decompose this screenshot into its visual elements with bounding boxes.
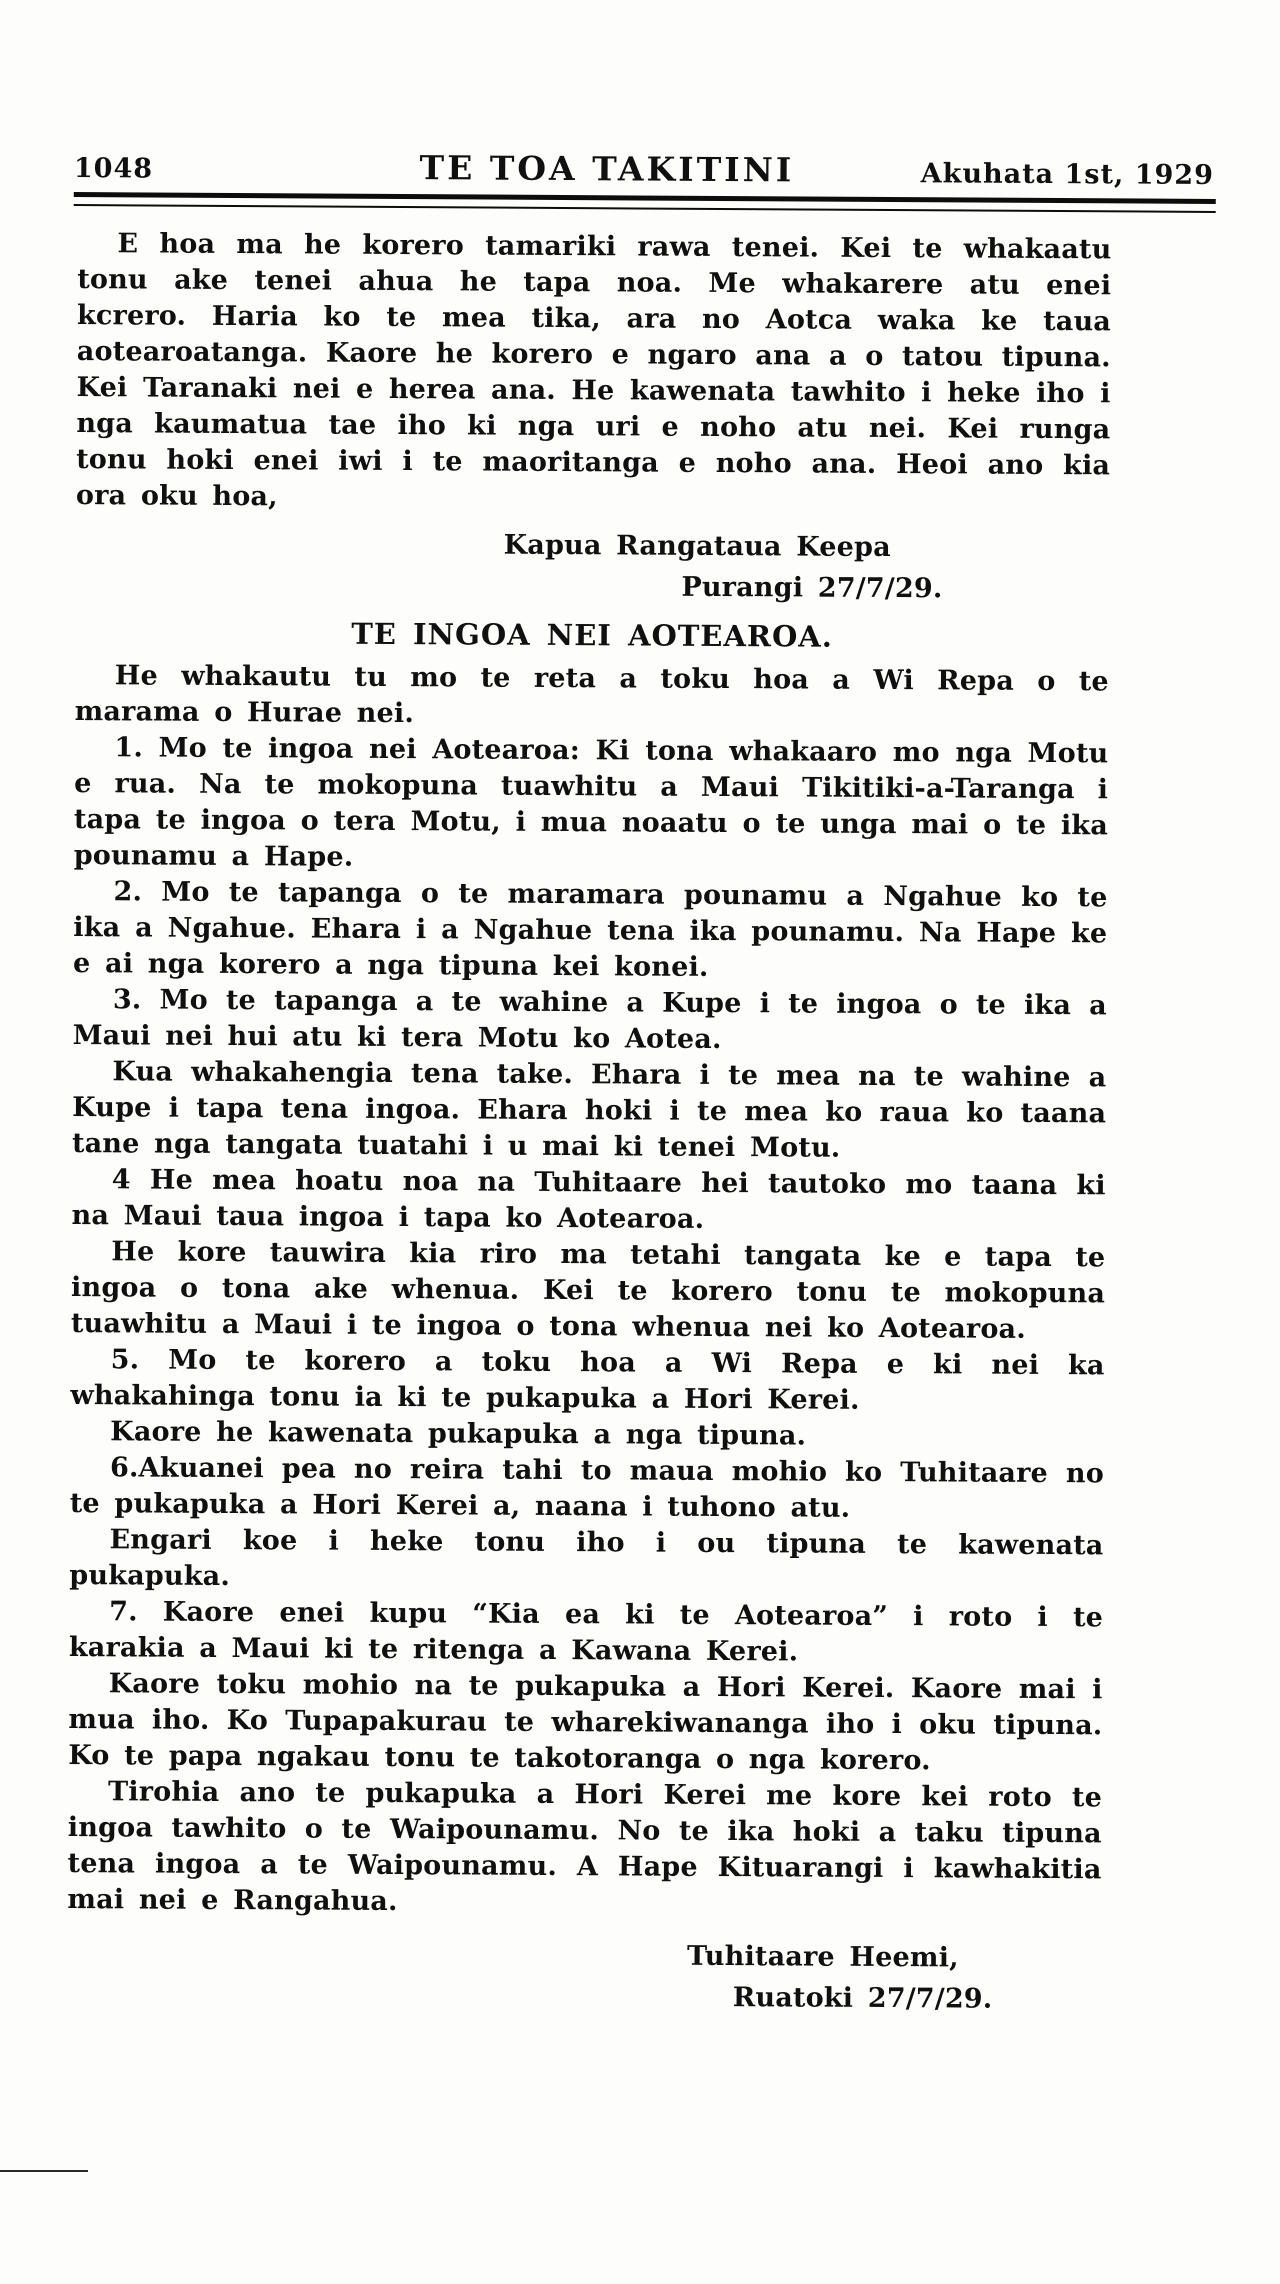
signature-name: Kapua Rangataua Keepa	[503, 529, 891, 564]
paragraph: Kua whakahengia tena take. Ehara i te mea na te wahine a Kupe i tapa tena ingoa. Ehara hoki i te mea ko raua ko taana tane nga tangata tuatahi i u mai ki tenei Motu.	[71, 1056, 1107, 1164]
signature-block-2	[67, 1932, 1101, 2020]
paragraph: 5. Mo te korero a toku hoa a Wi Repa e ki nei ka whakahinga tonu ia ki te pukapuka a Hori Kerei.	[70, 1344, 1105, 1416]
header-rule-top	[74, 192, 1216, 204]
page-number: 1048	[73, 153, 154, 185]
paragraph: He whakautu tu mo te reta a toku hoa a Wi Repa o te marama o Hurae nei.	[74, 660, 1109, 730]
paragraph: Kaore toku mohio na te pukapuka a Hori Kerei. Kaore mai i mua iho. Ko Tupapakurau te wharekiwananga iho i oku tipuna. Ko te papa ngakau tonu te takotoranga o nga korero.	[68, 1668, 1103, 1777]
signature-place-date: Ruatoki 27/7/29.	[732, 1982, 993, 2015]
paragraph: 4 He mea hoatu noa na Tuhitaare hei tautoko mo taana ki na Maui taua ingoa i tapa ko Aotearoa.	[71, 1164, 1106, 1235]
paragraph: Tirohia ano te pukapuka a Hori Kerei me kore kei roto te ingoa tawhito o te Waipounamu. No te ika hoki a taku tipuna tena ingoa a te Waipounamu. A Hape Kituarangi i kawhakitia mai nei e Rangahua.	[67, 1776, 1103, 1918]
paragraph: He kore tauwira kia riro ma tetahi tangata ke e tapa te ingoa o tona ake whenua. Kei te korero tonu te mokopuna tuawhitu a Maui i te ingoa o tona whenua nei ko Aotearoa.	[70, 1236, 1106, 1345]
paragraph: 1. Mo te ingoa nei Aotearoa: Ki tona whakaaro mo nga Motu e rua. Na te mokopuna tuawhitu a Maui Tikitiki-a-Taranga i tapa te ingoa o tera Motu, i mua noaatu o te unga mai o te ika pounamu a Hape.	[73, 732, 1109, 873]
paragraph-list	[67, 658, 1109, 1924]
paragraph: Kaore he kawenata pukapuka a nga tipuna.	[110, 1416, 807, 1452]
paragraph: 3. Mo te tapanga a te wahine a Kupe i te ingoa o te ika a Maui nei hui atu ki tera Motu ko Aotea.	[72, 984, 1107, 1055]
signature-name: Tuhitaare Heemi,	[686, 1940, 959, 1974]
header-rule-bottom	[74, 204, 1216, 213]
paragraph: 2. Mo te tapanga o te maramara pounamu a Ngahue ko te ika a Ngahue. Ehara i a Ngahue tena ika pounamu. Na Hape ke e ai nga korero a nga tipuna kei konei.	[72, 876, 1108, 983]
paragraph: Engari koe i heke tonu iho i ou tipuna te kawenata pukapuka.	[69, 1524, 1104, 1593]
paragraph: 6.Akuanei pea no reira tahi to maua mohio ko Tuhitaare no te pukapuka a Hori Kerei a, naana i tuhono atu.	[69, 1452, 1105, 1524]
signature-place-date: Purangi 27/7/29.	[681, 571, 943, 605]
publication-title: TE TOA TAKITINI	[419, 148, 795, 190]
text-column	[67, 226, 1112, 2020]
opening-paragraph: E hoa ma he korero tamariki rawa tenei. Kei te whakaatu tonu ake tenei ahua he tapa noa. Me whakarere atu enei kcrero. Haria ko te mea tika, ara no Aotca waka ke taua aotearoatanga. Kaore he korero e ngaro ana a o tatou tipuna. Kei Taranaki nei e herea ana. He kawenata tawhito i heke iho i nga kaumatua tae iho ki nga uri e noho atu nei. Kei runga tonu hoki enei iwi i te maoritanga e noho ana. Heoi ano kia ora oku hoa,	[75, 228, 1112, 513]
issue-date: Akuhata 1st, 1929	[920, 158, 1215, 191]
section-heading: TE INGOA NEI AOTEAROA.	[351, 616, 834, 654]
paragraph: 7. Kaore enei kupu “Kia ea ki te Aotearoa” i roto i te karakia a Maui ki te ritenga a Kawana Kerei.	[68, 1596, 1104, 1668]
scan-artifact-line	[0, 2170, 88, 2172]
page-header	[74, 146, 1214, 192]
signature-block-1	[75, 522, 1109, 610]
